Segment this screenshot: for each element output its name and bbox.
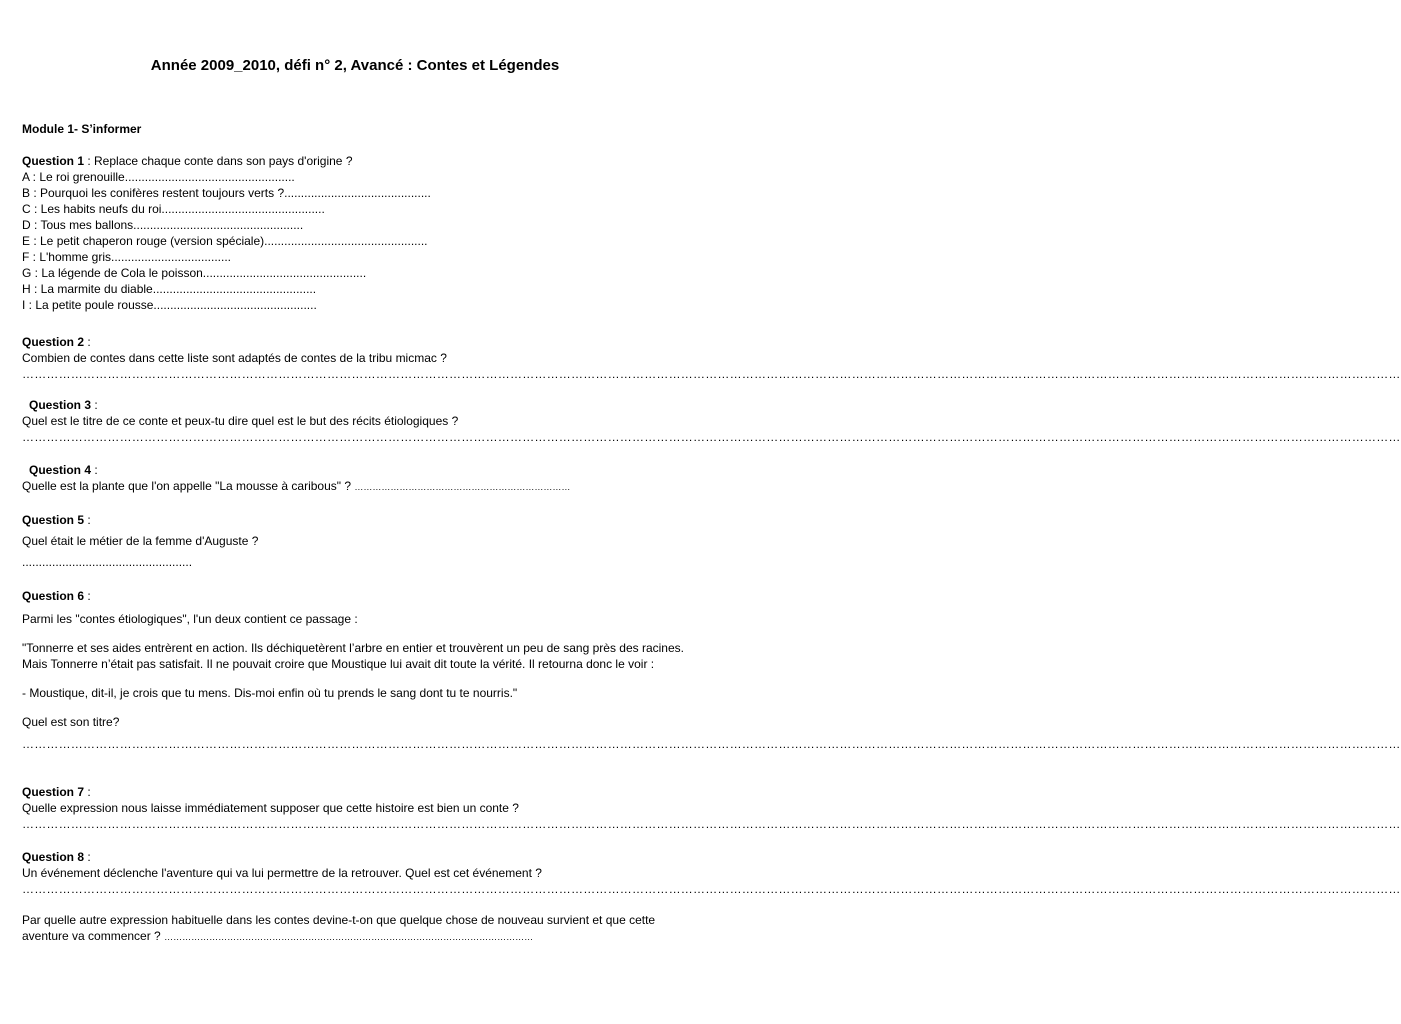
list-item: G : La légende de Cola le poisson................................................. [22, 266, 367, 280]
list-item: H : La marmite du diable................................................. [22, 282, 317, 296]
answer-dots[interactable]: ................................................... [133, 218, 304, 232]
question-6: Question 6 : Parmi les "contes étiologiques", l'un deux contient ce passage : "Tonnerre et ses aides entrèrent en action. Ils déchiquetèrent l’arbre en entier et trouvèrent un peu de sang près des racines. Mais Tonnerre n’était pas satisfait. Il ne pouvait croire que Moustique lui avait dit toute la vérité. Il retourna donc le voir : - Moustique, dit-il, je crois que tu mens. Dis-moi enfin où tu prends le sang dont tu te nourris." Quel est son titre? …………………………………………………………………………………………………………………………………………………………………………………………………………………………………………………………………………………………………………… [22, 589, 1401, 751]
question-4-text: Quelle est la plante que l'on appelle "La mousse à caribous" ? [22, 479, 355, 493]
answer-dots[interactable]: ................................................... [124, 170, 295, 184]
page-title: Année 2009_2010, défi n° 2, Avancé : Contes et Légendes [150, 57, 560, 74]
answer-dots[interactable]: ................................................... [22, 555, 193, 569]
list-item: A : Le roi grenouille................................................... [22, 170, 295, 184]
question-6-text: Quel est son titre? [22, 715, 120, 729]
question-6-intro: Parmi les "contes étiologiques", l'un deux contient ce passage : [22, 612, 358, 626]
answer-dots[interactable]: ................................................. [153, 298, 317, 312]
question-3-text: Quel est le titre de ce conte et peux-tu dire quel est le but des récits étiologiques ? [22, 414, 459, 428]
question-6-label: Question 6 [22, 589, 85, 603]
question-1-label: Question 1 [22, 154, 85, 168]
answer-dots[interactable]: …………………………………………………………………………………………………………… [164, 932, 534, 942]
question-5-text: Quel était le métier de la femme d'Auguste ? [22, 534, 259, 548]
list-item: C : Les habits neufs du roi................................................. [22, 202, 325, 216]
question-2-label: Question 2 [22, 335, 85, 349]
question-2-text: Combien de contes dans cette liste sont adaptés de contes de la tribu micmac ? [22, 351, 447, 365]
list-item: D : Tous mes ballons................................................... [22, 218, 304, 232]
question-4: Question 4 : Quelle est la plante que l'on appelle "La mousse à caribous" ? ……………………………………………………………… [22, 463, 571, 493]
list-item: F : L'homme gris.................................... [22, 250, 232, 264]
quoted-passage: "Tonnerre et ses aides entrèrent en action. Ils déchiquetèrent l’arbre en entier et trouvèrent un peu de sang près des racines. Mais Tonnerre n’était pas satisfait. Il ne pouvait croire que Moustique lui avait dit toute la vérité. Il retourna donc le voir : [22, 641, 684, 671]
answer-line[interactable]: …………………………………………………………………………………………………………………………………………………………………………………………………………………………………………………………………………………………………………… [22, 737, 1401, 751]
list-item: I : La petite poule rousse................................................. [22, 298, 317, 312]
question-3-label: Question 3 [29, 398, 92, 412]
question-4-label: Question 4 [29, 463, 92, 477]
question-8-label: Question 8 [22, 850, 85, 864]
question-2: Question 2 : Combien de contes dans cette liste sont adaptés de contes de la tribu micmac ? …………………………………………………………………………………………………………………………………………………………………………………………………………………………………………………………………………………………………………… [22, 335, 1401, 381]
list-item: B : Pourquoi les conifères restent toujours verts ?............................................ [22, 186, 431, 200]
question-7-text: Quelle expression nous laisse immédiatement supposer que cette histoire est bien un conte ? [22, 801, 519, 815]
final-question [22, 912, 688, 945]
answer-line[interactable]: …………………………………………………………………………………………………………………………………………………………………………………………………………………………………………………………………………………………………………… [22, 367, 1401, 381]
answer-line[interactable]: …………………………………………………………………………………………………………………………………………………………………………………………………………………………………………………………………………………………………………… [22, 430, 1401, 444]
answer-dots[interactable]: .................................... [110, 250, 232, 264]
answer-dots[interactable]: ……………………………………………………………… [354, 482, 571, 492]
question-8-text: Un événement déclenche l'aventure qui va lui permettre de la retrouver. Quel est cet événement ? [22, 866, 542, 880]
quoted-dialogue: - Moustique, dit-il, je crois que tu mens. Dis-moi enfin où tu prends le sang dont tu te nourris." [22, 686, 518, 700]
answer-line[interactable]: …………………………………………………………………………………………………………………………………………………………………………………………………………………………………………………………………………………………………………… [22, 817, 1401, 831]
final-question-line-2: aventure va commencer ? [22, 929, 165, 943]
answer-dots[interactable]: ............................................ [284, 186, 431, 200]
question-1-text: : Replace chaque conte dans son pays d'origine ? [84, 154, 353, 168]
question-1 [22, 153, 688, 313]
final-question-line-1: Par quelle autre expression habituelle dans les contes devine-t-on que quelque chose de nouveau survient et que cette [22, 913, 656, 927]
answer-dots[interactable]: ................................................. [202, 266, 367, 280]
answer-dots[interactable]: ................................................. [264, 234, 428, 248]
answer-dots[interactable]: ................................................. [152, 282, 317, 296]
module-heading: Module 1- S’informer [22, 122, 142, 136]
question-5-label: Question 5 [22, 513, 85, 527]
answer-dots[interactable]: ................................................. [161, 202, 325, 216]
question-7-label: Question 7 [22, 785, 85, 799]
question-7: Question 7 : Quelle expression nous laisse immédiatement supposer que cette histoire est bien un conte ? …………………………………………………………………………………………………………………………………………………………………………………………………………………………………………………………………………………………………………… [22, 785, 1401, 831]
answer-line[interactable]: …………………………………………………………………………………………………………………………………………………………………………………………………………………………………………………………………………………………………………… [22, 882, 1401, 896]
question-5: Question 5 : Quel était le métier de la femme d'Auguste ? ................................................... [22, 512, 688, 570]
list-item: E : Le petit chaperon rouge (version spéciale)................................................. [22, 234, 428, 248]
question-8: Question 8 : Un événement déclenche l'aventure qui va lui permettre de la retrouver. Quel est cet événement ? …………………………………………………………………………………………………………………………………………………………………………………………………………………………………………………………………………………………………………… [22, 850, 1401, 896]
question-3: Question 3 : Quel est le titre de ce conte et peux-tu dire quel est le but des récits étiologiques ? …………………………………………………………………………………………………………………………………………………………………………………………………………………………………………………………………………………………………………… [22, 398, 1401, 444]
